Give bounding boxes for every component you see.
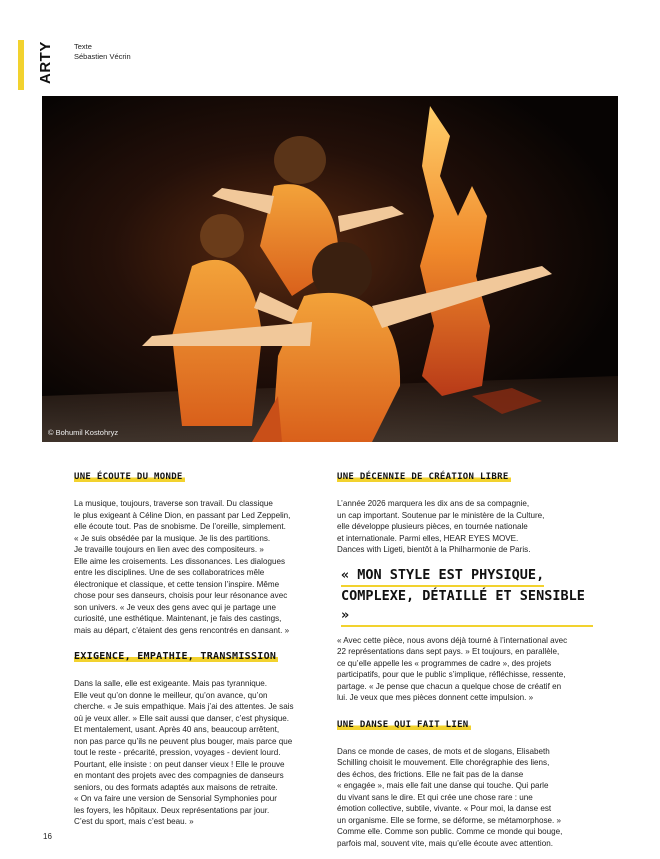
- text-line: lui. Je veux que mes pièces donnent cette impulsion. »: [337, 693, 534, 702]
- text-line: « On va faire une version de Sensorial Symphonies pour: [74, 794, 277, 803]
- text-line: où je veux aller. » Elle sait aussi que danser, c’est physique.: [74, 713, 290, 723]
- right-column: [337, 466, 593, 859]
- text-line: du vivant sans le dire. Et qui crée une chose rare : une: [337, 792, 533, 802]
- text-line: les foyers, les hôpitaux. Deux représentations par jour.: [74, 805, 270, 815]
- text-line: Dans la salle, elle est exigeante. Mais pas tyrannique.: [74, 679, 268, 688]
- text-line: Schilling choisit le mouvement. Elle chorégraphie des liens,: [337, 758, 550, 767]
- paragraph-decennie: [337, 498, 593, 556]
- text-line: Elle aime les croisements. Les dissonances. Les dialogues: [74, 556, 285, 566]
- text-line: elle écoute tout. Pas de snobisme. De l’oreille, simplement.: [74, 522, 286, 531]
- paragraph-tournee: [337, 635, 593, 704]
- pull-quote: [341, 566, 593, 627]
- text-line: le plus exigeant à Céline Dion, en passant par Led Zeppelin,: [74, 510, 291, 520]
- text-line: non pas parce qu’ils ne peuvent plus bouger, mais parce que: [74, 736, 293, 746]
- text-line: mais au départ, c’étaient des gens rencontrés en dansant. »: [74, 625, 290, 635]
- left-column: [74, 466, 330, 838]
- text-line: L’année 2026 marquera les dix ans de sa compagnie,: [337, 499, 530, 508]
- text-line: électronique et classique, et cette tension l’inspire. Même: [74, 579, 280, 589]
- rubric-accent-bar: [18, 40, 24, 90]
- text-line: cherche. « Je suis empathique. Mais j’ai des attentes. Je sais: [74, 702, 294, 711]
- text-line: 22 représentations dans sept pays. » Et toujours, en parallèle,: [337, 647, 560, 656]
- text-line: elle développe plusieurs pièces, en tournée nationale: [337, 522, 528, 531]
- text-line: Je travaille toujours en lien avec des compositeurs. »: [74, 545, 264, 554]
- rubric: [18, 40, 54, 90]
- credits-author: Sébastien Vécrin: [74, 52, 131, 61]
- text-line: Dances with Ligeti, bientôt à la Philharmonie de Paris.: [337, 545, 531, 554]
- text-line: ce qu’elle appelle les « programmes de cadre », des projets: [337, 658, 552, 668]
- text-line: curiosité, une esthétique. Maintenant, je fais des castings,: [74, 614, 282, 623]
- photo-credit: © Bohumil Kostohryz: [48, 428, 119, 437]
- text-line: son univers. « Je veux des gens avec qui je partage une: [74, 602, 277, 612]
- section-heading-lien: UNE DANSE QUI FAIT LIEN: [337, 719, 469, 730]
- pull-quote-line: COMPLEXE, DÉTAILLÉ ET SENSIBLE »: [341, 587, 593, 627]
- text-line: La musique, toujours, traverse son travail. Du classique: [74, 499, 273, 508]
- text-line: un cap important. Soutenue par le ministère de la Culture,: [337, 510, 545, 520]
- text-line: Comme elle. Comme son public. Comme ce monde qui bouge,: [337, 827, 563, 836]
- text-line: « engagée », mais elle fait une danse qui touche. Qui parle: [337, 781, 549, 790]
- text-line: en montant des projets avec des compagnies de danseurs: [74, 771, 284, 780]
- dance-photo-illustration: [42, 96, 618, 442]
- paragraph-lien: [337, 746, 593, 850]
- text-line: chose pour ses danseurs, choisis pour leur résonance avec: [74, 591, 288, 600]
- text-line: « Je suis obsédée par la musique. Je lis des partitions.: [74, 533, 271, 543]
- text-line: et internationale. Parmi elles, HEAR EYES MOVE.: [337, 533, 519, 543]
- text-line: entre les disciplines. Une de ses collaboratrices mêle: [74, 568, 265, 577]
- text-line: partage. « Je pense que chacun a quelque chose de créatif en: [337, 681, 562, 691]
- text-line: seniors, ou des formats adaptés aux maisons de retraite.: [74, 782, 278, 792]
- author-credits: [74, 42, 131, 62]
- pull-quote-line: « MON STYLE EST PHYSIQUE,: [341, 566, 544, 587]
- page-number: 16: [43, 832, 52, 841]
- section-heading-exigence: EXIGENCE, EMPATHIE, TRANSMISSION: [74, 651, 277, 662]
- text-line: parfois mal, souvent vite, mais qu’elle écoute avec attention.: [337, 838, 553, 848]
- section-heading-ecoute: UNE ÉCOUTE DU MONDE: [74, 472, 183, 482]
- text-line: tout le reste - précarité, pression, voyages - devient lourd.: [74, 748, 281, 757]
- text-line: des échos, des frictions. Elle ne fait pas de la danse: [337, 769, 524, 779]
- dance-photo: [42, 96, 618, 442]
- rubric-label: ARTY: [37, 41, 54, 84]
- text-line: « Avec cette pièce, nous avons déjà tourné à l’international avec: [337, 635, 568, 645]
- text-line: Elle veut qu’on donne le meilleur, qu’on avance, qu’on: [74, 690, 268, 700]
- text-line: participatifs, pour que le public s’implique, réfléchisse, ressente,: [337, 670, 566, 679]
- text-line: Dans ce monde de cases, de mots et de slogans, Elisabeth: [337, 746, 550, 756]
- text-line: un organisme. Elle se forme, se déforme, se métamorphose. »: [337, 815, 562, 825]
- text-line: émotion collective, subtile, vivante. « Pour moi, la danse est: [337, 804, 552, 813]
- paragraph-exigence: [74, 678, 330, 828]
- text-line: C’est du sport, mais c’est beau. »: [74, 817, 194, 826]
- text-line: Et mentalement, usant. Après 40 ans, beaucoup arrêtent,: [74, 725, 280, 734]
- section-heading-decennie: UNE DÉCENNIE DE CRÉATION LIBRE: [337, 472, 509, 482]
- credits-label: Texte: [74, 42, 92, 51]
- text-line: Pourtant, elle insiste : on peut danser vieux ! Elle le prouve: [74, 759, 285, 769]
- paragraph-ecoute: [74, 498, 330, 636]
